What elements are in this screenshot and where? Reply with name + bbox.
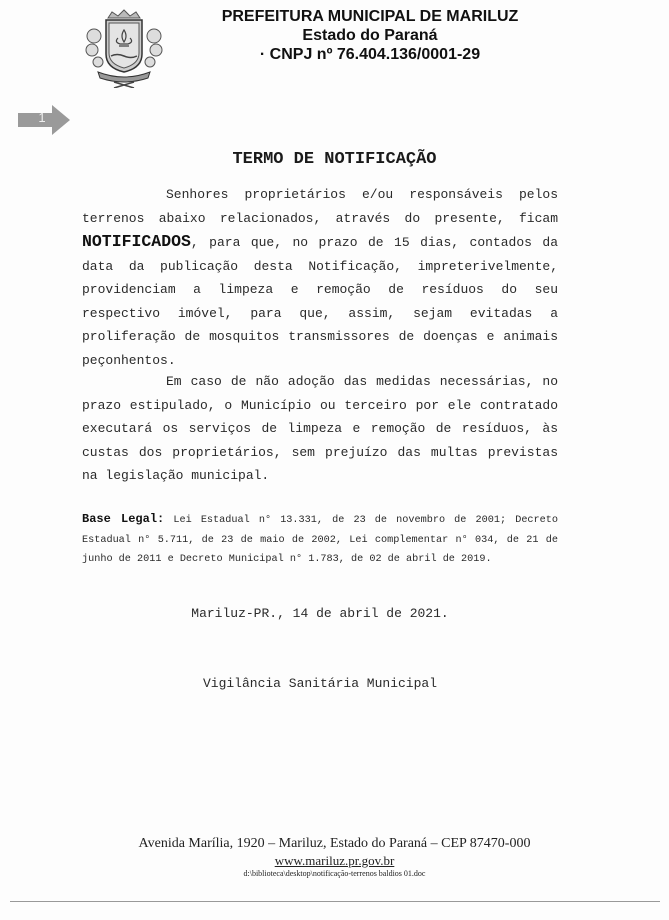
footer (0, 835, 669, 879)
paragraph-text: Senhores proprietários e/ou responsáveis pelos terrenos abaixo relacionados, através do presente, ficam (82, 187, 558, 226)
footer-address: Avenida Marília, 1920 – Mariluz, Estado do Paraná – CEP 87470-000 (138, 836, 531, 851)
legal-basis (82, 510, 558, 570)
page-number-badge: 1 (38, 110, 46, 125)
emphasis-notificados: NOTIFICADOS (82, 232, 191, 251)
municipal-coat-of-arms-icon (78, 6, 170, 88)
paragraph-text: Em caso de não adoção das medidas necessárias, no prazo estipulado, o Município ou terceiro por ele contratado executará os serviços de limpeza e remoção de resíduos, às custas dos proprietários, sem prejuízo das multas previstas na legislação municipal. (82, 374, 558, 483)
letterhead (190, 8, 550, 64)
state-name: Estado do Paraná (302, 27, 438, 44)
footer-file-path: d:\biblioteca\desktop\notificação-terrenos baldios 01.doc (243, 869, 426, 878)
paragraph-consequences (82, 370, 558, 488)
paragraph-text: , para que, no prazo de 15 dias, contados da data da publicação desta Notificação, impreterivelmente, providenciam a limpeza e remoção de resíduos do seu respectivo imóvel, para que, assim, sejam evitadas a proliferação de mosquitos transmissores de doenças e animais peçonhentos. (82, 235, 558, 368)
footer-website-link[interactable]: www.mariluz.pr.gov.br (274, 853, 395, 868)
document-title: TERMO DE NOTIFICAÇÃO (232, 150, 437, 169)
paragraph-notification (82, 183, 558, 372)
signatory: Vigilância Sanitária Municipal (202, 676, 438, 691)
legal-basis-label: Base Legal: (82, 512, 165, 526)
page-bottom-divider (10, 901, 660, 902)
institution-name: PREFEITURA MUNICIPAL DE MARILUZ (221, 8, 519, 25)
legal-basis-text: Lei Estadual n° 13.331, de 23 de novembro de 2001; Decreto Estadual n° 5.711, de 23 de maio de 2002, Lei complementar n° 034, de 21 de junho de 2011 e Decreto Municipal n° 1.783, de 02 de abril de 2019. (82, 515, 559, 565)
date-line: Mariluz-PR., 14 de abril de 2021. (191, 606, 449, 621)
cnpj-number: · CNPJ nº 76.404.136/0001-29 (259, 46, 481, 63)
